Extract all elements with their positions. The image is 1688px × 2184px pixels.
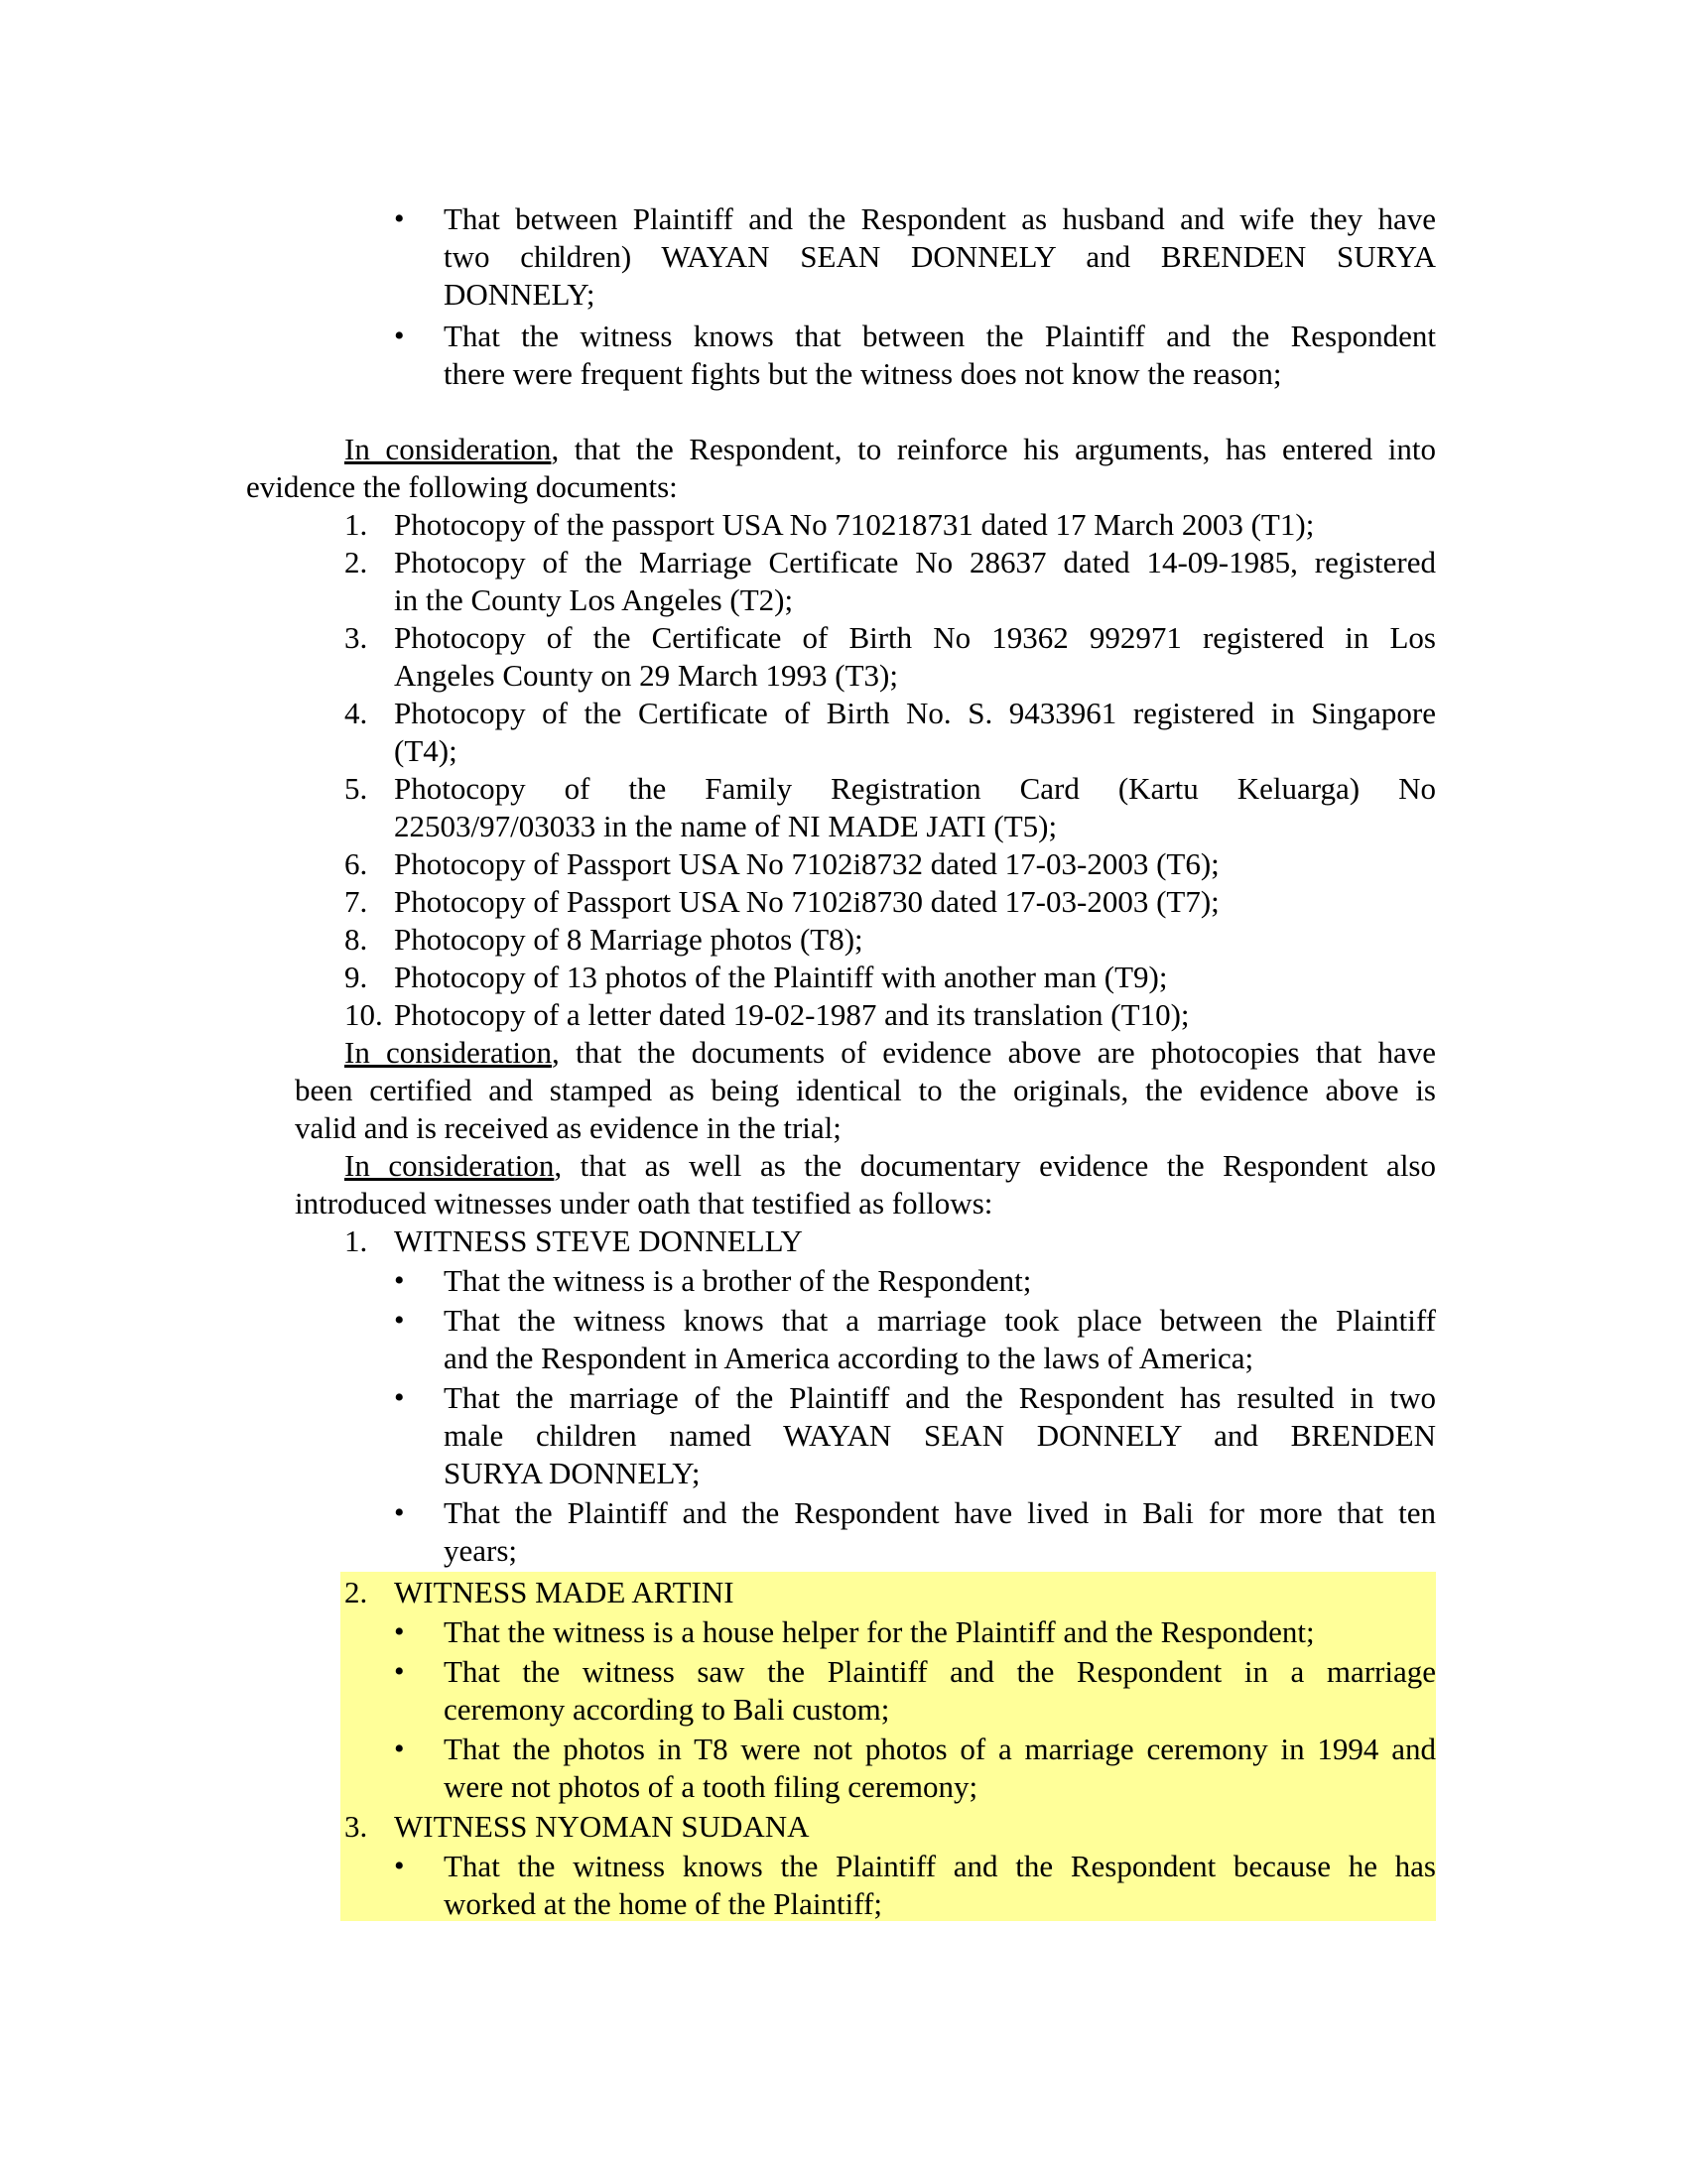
paragraph-line <box>344 1147 1436 1185</box>
list-number: 5. <box>344 771 368 806</box>
text-line: and the Respondent in America according to the laws of America; <box>444 1341 1254 1375</box>
list-number: 3. <box>344 620 368 655</box>
witness-number: 3. <box>344 1809 368 1844</box>
list-item: Photocopy of the Family Registration Card (Kartu Keluarga) No <box>394 771 1436 806</box>
list-item: Photocopy of 8 Marriage photos (T8); <box>394 922 863 957</box>
list-item: in the County Los Angeles (T2); <box>394 582 794 617</box>
paragraph-line <box>344 431 1436 468</box>
text-line: That between Plaintiff and the Respondent as husband and wife they have <box>444 201 1436 236</box>
text-line: there were frequent fights but the witness does not know the reason; <box>444 356 1282 391</box>
list-number: 7. <box>344 884 368 919</box>
text-line: SURYA DONNELY; <box>444 1456 701 1490</box>
list-item: Photocopy of the Marriage Certificate No 28637 dated 14-09-1985, registered <box>394 545 1436 579</box>
bullet-icon: • <box>394 1381 405 1414</box>
text-line: DONNELY; <box>444 277 595 312</box>
list-number: 6. <box>344 846 368 881</box>
paragraph-line <box>344 1034 1436 1072</box>
bullet-icon: • <box>394 1850 405 1882</box>
list-item: Photocopy of the Certificate of Birth No 19362 992971 registered in Los <box>394 620 1436 655</box>
list-item: Photocopy of Passport USA No 7102i8730 dated 17-03-2003 (T7); <box>394 884 1220 919</box>
text-line: That the witness is a brother of the Respondent; <box>444 1263 1032 1298</box>
consideration-lead: In consideration <box>344 1148 555 1183</box>
consideration-lead: In consideration <box>344 1035 553 1070</box>
list-item: 22503/97/03033 in the name of NI MADE JATI (T5); <box>394 809 1058 843</box>
text-line: worked at the home of the Plaintiff; <box>444 1886 882 1921</box>
list-number: 4. <box>344 696 368 730</box>
text-line: That the witness saw the Plaintiff and the Respondent in a marriage <box>444 1654 1436 1689</box>
bullet-icon: • <box>394 320 405 352</box>
text-line: That the witness knows the Plaintiff and the Respondent because he has <box>444 1849 1436 1883</box>
paragraph-text: , that the Respondent, to reinforce his arguments, has entered into <box>551 432 1436 466</box>
paragraph-line: evidence the following documents: <box>246 469 678 504</box>
witness-name: WITNESS MADE ARTINI <box>394 1575 734 1609</box>
bullet-icon: • <box>394 202 405 235</box>
witness-number: 1. <box>344 1223 368 1258</box>
list-number: 2. <box>344 545 368 579</box>
paragraph-text: , that as well as the documentary evidence the Respondent also <box>554 1148 1436 1183</box>
witness-number: 2. <box>344 1575 368 1609</box>
bullet-icon: • <box>394 1496 405 1529</box>
consideration-lead: In consideration <box>344 432 552 466</box>
paragraph-line: introduced witnesses under oath that testified as follows: <box>295 1186 993 1220</box>
bullet-icon: • <box>394 1264 405 1297</box>
text-line: two children) WAYAN SEAN DONNELY and BRENDEN SURYA <box>444 239 1436 274</box>
list-item: Angeles County on 29 March 1993 (T3); <box>394 658 898 693</box>
list-item: Photocopy of the Certificate of Birth No. S. 9433961 registered in Singapore <box>394 696 1436 730</box>
witness-name: WITNESS NYOMAN SUDANA <box>394 1809 810 1844</box>
text-line: That the marriage of the Plaintiff and the Respondent has resulted in two <box>444 1380 1436 1415</box>
list-item: Photocopy of Passport USA No 7102i8732 dated 17-03-2003 (T6); <box>394 846 1220 881</box>
list-number: 1. <box>344 507 368 542</box>
text-line: ceremony according to Bali custom; <box>444 1692 890 1727</box>
bullet-icon: • <box>394 1615 405 1648</box>
list-number: 8. <box>344 922 368 957</box>
list-item: Photocopy of the passport USA No 710218731 dated 17 March 2003 (T1); <box>394 507 1315 542</box>
text-line: That the photos in T8 were not photos of a marriage ceremony in 1994 and <box>444 1732 1436 1766</box>
list-number: 9. <box>344 960 368 994</box>
list-item: Photocopy of a letter dated 19-02-1987 and its translation (T10); <box>394 997 1190 1032</box>
list-item: Photocopy of 13 photos of the Plaintiff with another man (T9); <box>394 960 1168 994</box>
text-line: were not photos of a tooth filing ceremony; <box>444 1769 978 1804</box>
bullet-icon: • <box>394 1304 405 1337</box>
text-line: years; <box>444 1533 518 1568</box>
bullet-icon: • <box>394 1655 405 1688</box>
text-line: That the witness is a house helper for the Plaintiff and the Respondent; <box>444 1614 1315 1649</box>
paragraph-line: been certified and stamped as being identical to the originals, the evidence above is <box>295 1073 1436 1107</box>
witness-name: WITNESS STEVE DONNELLY <box>394 1223 803 1258</box>
paragraph-text: , that the documents of evidence above are photocopies that have <box>552 1035 1437 1070</box>
text-line: That the Plaintiff and the Respondent have lived in Bali for more that ten <box>444 1495 1436 1530</box>
text-line: That the witness knows that between the Plaintiff and the Respondent <box>444 319 1436 353</box>
list-item: (T4); <box>394 733 457 768</box>
text-line: That the witness knows that a marriage took place between the Plaintiff <box>444 1303 1436 1338</box>
text-line: male children named WAYAN SEAN DONNELY and BRENDEN <box>444 1418 1436 1453</box>
list-number: 10. <box>344 997 383 1032</box>
paragraph-line: valid and is received as evidence in the trial; <box>295 1110 842 1145</box>
bullet-icon: • <box>394 1733 405 1765</box>
